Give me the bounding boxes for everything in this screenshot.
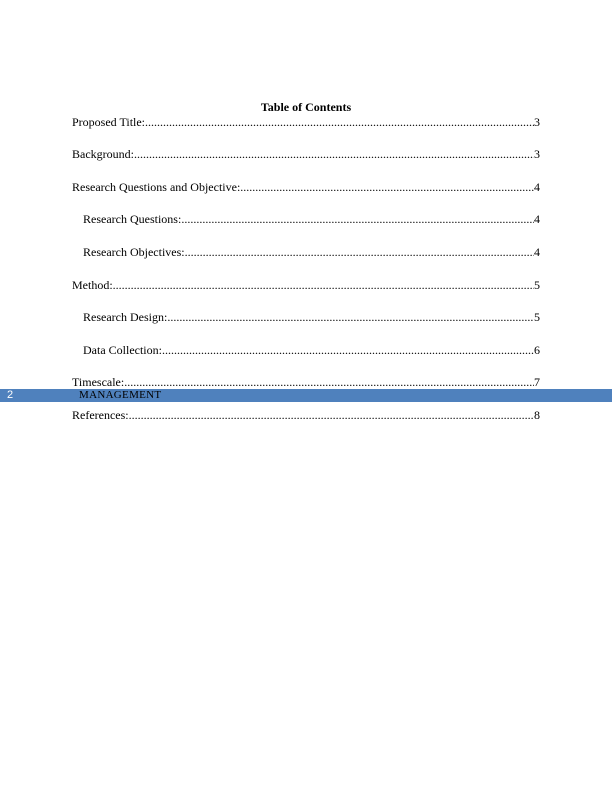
toc-entry-page: 3 xyxy=(534,147,540,161)
toc-dot-leader xyxy=(185,245,534,259)
running-head: MANAGEMENT xyxy=(79,389,162,401)
toc-entry-research-objectives[interactable] xyxy=(72,245,540,259)
toc-dot-leader xyxy=(124,375,534,389)
toc-entry-proposed-title[interactable] xyxy=(72,115,540,129)
toc-entry-research-questions-and-objective[interactable] xyxy=(72,180,540,194)
toc-entry-references[interactable] xyxy=(72,408,540,422)
toc-entry-research-questions[interactable] xyxy=(72,212,540,226)
toc-entry-page: 7 xyxy=(534,375,540,389)
toc-entry-page: 3 xyxy=(534,115,540,129)
toc-entry-label: Research Questions: xyxy=(83,212,182,226)
toc-entry-label: Method: xyxy=(72,278,113,292)
toc-entry-label: Proposed Title: xyxy=(72,115,146,129)
toc-dot-leader xyxy=(145,115,534,129)
toc-dot-leader xyxy=(181,212,534,226)
toc-entry-label: Background: xyxy=(72,147,134,161)
toc-dot-leader xyxy=(240,180,534,194)
toc-entry-page: 8 xyxy=(534,408,540,422)
toc-dot-leader xyxy=(113,278,534,292)
page-number: 2 xyxy=(7,389,14,401)
toc-dot-leader xyxy=(134,147,534,161)
toc-entry-label: Research Questions and Objective: xyxy=(72,180,241,194)
toc-entry-page: 4 xyxy=(534,245,540,259)
toc-entry-research-design[interactable] xyxy=(72,310,540,324)
toc-entry-page: 4 xyxy=(534,212,540,226)
toc-entry-data-collection[interactable] xyxy=(72,343,540,357)
toc-entry-label: Research Objectives: xyxy=(83,245,185,259)
toc-dot-leader xyxy=(129,408,534,422)
toc-entry-label: Data Collection: xyxy=(83,343,162,357)
toc-entry-method[interactable] xyxy=(72,278,540,292)
toc-entry-background[interactable] xyxy=(72,147,540,161)
toc-entry-page: 5 xyxy=(534,278,540,292)
toc-entry-label: Timescale: xyxy=(72,375,125,389)
toc-entry-timescale[interactable] xyxy=(72,375,540,389)
toc-entry-page: 4 xyxy=(534,180,540,194)
toc-entry-label: References: xyxy=(72,408,129,422)
toc-dot-leader xyxy=(167,310,534,324)
toc-entry-page: 5 xyxy=(534,310,540,324)
toc-entry-page: 6 xyxy=(534,343,540,357)
toc-entry-label: Research Design: xyxy=(83,310,168,324)
toc-dot-leader xyxy=(162,343,534,357)
toc-title: Table of Contents xyxy=(260,100,352,114)
